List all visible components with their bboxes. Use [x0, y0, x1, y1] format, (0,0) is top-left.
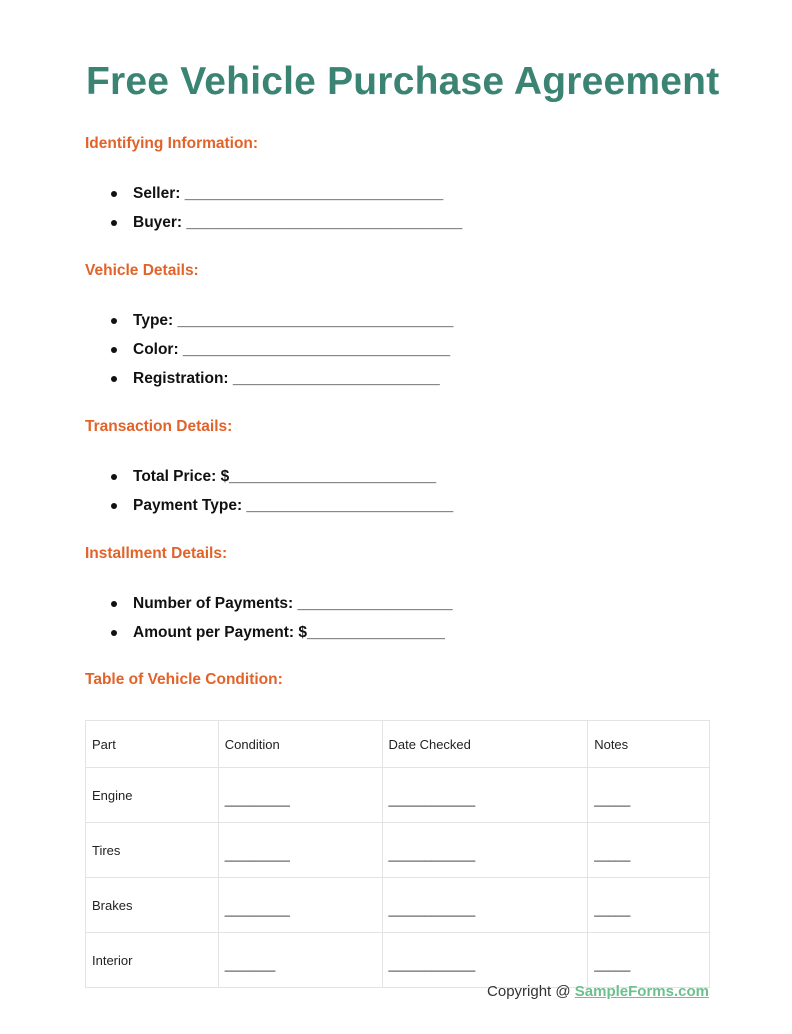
amount-per-payment-field: [108, 618, 453, 647]
color-field-text: Color: _______________________________: [133, 341, 451, 358]
bullet-icon: [111, 630, 117, 636]
registration-field: [108, 364, 453, 393]
buyer-field: [108, 208, 462, 237]
condition-cell: _________: [218, 768, 382, 823]
identifying-field-list: [108, 179, 462, 237]
date-checked-cell: ____________: [382, 933, 588, 988]
condition-cell: _______: [218, 933, 382, 988]
bullet-icon: [111, 347, 117, 353]
date-checked-cell: ____________: [382, 878, 588, 933]
table-row: [86, 768, 710, 823]
part-cell: Brakes: [86, 878, 219, 933]
section-heading-identifying: Identifying Information:: [85, 135, 259, 152]
section-heading-transaction: Transaction Details:: [85, 418, 233, 435]
installment-field-list: [108, 589, 453, 647]
date-checked-cell: ____________: [382, 768, 588, 823]
table-row: [86, 878, 710, 933]
copyright-prefix: Copyright @: [487, 983, 575, 1000]
copyright-footer: [487, 983, 709, 1000]
bullet-icon: [111, 376, 117, 382]
section-heading-vehicle: Vehicle Details:: [85, 262, 199, 279]
condition-cell: _________: [218, 878, 382, 933]
notes-cell: _____: [588, 823, 710, 878]
color-field: [108, 335, 453, 364]
notes-cell: _____: [588, 878, 710, 933]
column-header-part: Part: [86, 721, 219, 768]
number-of-payments-field-text: Number of Payments: __________________: [133, 595, 453, 612]
type-field: [108, 306, 453, 335]
seller-field-text: Seller: ______________________________: [133, 185, 444, 202]
total-price-field-text: Total Price: $________________________: [133, 468, 437, 485]
seller-field: [108, 179, 462, 208]
column-header-date-checked: Date Checked: [382, 721, 588, 768]
table-row: [86, 933, 710, 988]
buyer-field-text: Buyer: ________________________________: [133, 214, 463, 231]
part-cell: Interior: [86, 933, 219, 988]
payment-type-field: [108, 491, 453, 520]
section-heading-condition: Table of Vehicle Condition:: [85, 671, 283, 688]
bullet-icon: [111, 474, 117, 480]
bullet-icon: [111, 318, 117, 324]
total-price-field: [108, 462, 453, 491]
amount-per-payment-field-text: Amount per Payment: $________________: [133, 624, 445, 641]
bullet-icon: [111, 191, 117, 197]
date-checked-cell: ____________: [382, 823, 588, 878]
bullet-icon: [111, 220, 117, 226]
column-header-notes: Notes: [588, 721, 710, 768]
payment-type-field-text: Payment Type: ________________________: [133, 497, 454, 514]
type-field-text: Type: ________________________________: [133, 312, 454, 329]
document-title: Free Vehicle Purchase Agreement: [86, 60, 720, 103]
number-of-payments-field: [108, 589, 453, 618]
table-header-row: [86, 721, 710, 768]
vehicle-field-list: [108, 306, 453, 393]
column-header-condition: Condition: [218, 721, 382, 768]
part-cell: Tires: [86, 823, 219, 878]
registration-field-text: Registration: ________________________: [133, 370, 440, 387]
condition-cell: _________: [218, 823, 382, 878]
sampleforms-link[interactable]: SampleForms.com: [574, 983, 709, 1000]
section-heading-installment: Installment Details:: [85, 545, 228, 562]
bullet-icon: [111, 601, 117, 607]
notes-cell: _____: [588, 933, 710, 988]
notes-cell: _____: [588, 768, 710, 823]
part-cell: Engine: [86, 768, 219, 823]
vehicle-condition-table: [85, 720, 710, 988]
table-row: [86, 823, 710, 878]
transaction-field-list: [108, 462, 453, 520]
bullet-icon: [111, 503, 117, 509]
